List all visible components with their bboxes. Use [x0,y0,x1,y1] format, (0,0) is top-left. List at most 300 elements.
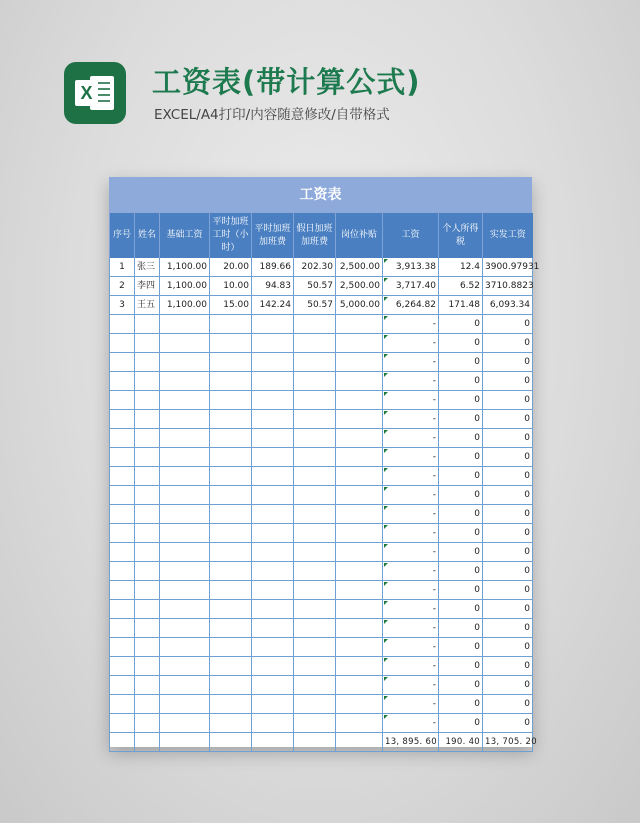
cell-base-salary[interactable] [160,581,210,600]
cell-net-salary[interactable]: 0 [483,429,533,448]
cell-base-salary[interactable] [160,714,210,733]
cell-post-allowance[interactable]: 2,500.00 [336,277,383,296]
column-header-post-allowance: 岗位补贴 [336,213,383,258]
cell-net-salary[interactable]: 0 [483,372,533,391]
cell-overtime-pay[interactable]: 94.83 [252,277,294,296]
cell-net-salary[interactable]: 0 [483,448,533,467]
cell-index[interactable] [110,695,135,714]
cell-overtime-pay[interactable] [252,486,294,505]
column-header-overtime-pay: 平时加班加班费 [252,213,294,258]
cell-holiday-overtime-pay[interactable] [294,676,336,695]
cell-income-tax[interactable]: 0 [439,581,483,600]
cell-net-salary[interactable]: 0 [483,505,533,524]
cell-salary[interactable]: - [383,334,439,353]
cell-index[interactable] [110,562,135,581]
cell-salary[interactable]: - [383,410,439,429]
cell-salary[interactable]: 3,717.40 [383,277,439,296]
cell-index[interactable] [110,581,135,600]
cell-index[interactable] [110,429,135,448]
cell-base-salary[interactable] [160,676,210,695]
cell-base-salary[interactable] [160,334,210,353]
column-header-overtime-hours: 平时加班工时（小时） [210,213,252,258]
table-row [110,429,533,448]
cell-holiday-overtime-pay[interactable] [294,543,336,562]
cell-overtime-hours[interactable] [210,353,252,372]
sheet-title: 工资表 [109,177,532,213]
cell-post-allowance[interactable] [336,467,383,486]
cell-overtime-pay[interactable] [252,410,294,429]
cell-net-salary[interactable]: 0 [483,600,533,619]
cell-net-salary[interactable]: 0 [483,695,533,714]
cell-salary[interactable]: - [383,524,439,543]
cell-holiday-overtime-pay[interactable] [294,334,336,353]
cell-index[interactable] [110,619,135,638]
cell-name[interactable] [135,638,160,657]
cell-income-tax[interactable]: 0 [439,448,483,467]
total-cell-base-salary[interactable] [160,733,210,752]
cell-name[interactable] [135,505,160,524]
cell-holiday-overtime-pay[interactable] [294,581,336,600]
cell-base-salary[interactable] [160,695,210,714]
table-row [110,410,533,429]
cell-salary[interactable]: - [383,695,439,714]
cell-overtime-hours[interactable] [210,410,252,429]
cell-post-allowance[interactable] [336,429,383,448]
cell-income-tax[interactable]: 12.4 [439,258,483,277]
cell-name[interactable] [135,448,160,467]
cell-salary[interactable]: - [383,619,439,638]
cell-income-tax[interactable]: 0 [439,714,483,733]
table-row [110,315,533,334]
cell-index[interactable] [110,334,135,353]
cell-overtime-hours[interactable] [210,543,252,562]
cell-name[interactable] [135,657,160,676]
cell-income-tax[interactable]: 6.52 [439,277,483,296]
cell-income-tax[interactable]: 0 [439,505,483,524]
table-row [110,353,533,372]
cell-base-salary[interactable] [160,562,210,581]
cell-name[interactable] [135,486,160,505]
cell-base-salary[interactable] [160,315,210,334]
cell-post-allowance[interactable] [336,315,383,334]
cell-overtime-pay[interactable]: 142.24 [252,296,294,315]
cell-salary[interactable]: - [383,505,439,524]
cell-income-tax[interactable]: 0 [439,600,483,619]
cell-name[interactable] [135,410,160,429]
cell-net-salary[interactable]: 0 [483,562,533,581]
table-row [110,619,533,638]
cell-income-tax[interactable]: 0 [439,524,483,543]
cell-income-tax[interactable]: 0 [439,619,483,638]
cell-post-allowance[interactable]: 2,500.00 [336,258,383,277]
table-row [110,258,533,277]
cell-net-salary[interactable]: 0 [483,315,533,334]
cell-index[interactable] [110,714,135,733]
cell-overtime-pay[interactable] [252,353,294,372]
cell-salary[interactable]: - [383,372,439,391]
table-row [110,543,533,562]
cell-post-allowance[interactable] [336,638,383,657]
cell-index[interactable]: 2 [110,277,135,296]
cell-holiday-overtime-pay[interactable]: 50.57 [294,277,336,296]
cell-overtime-pay[interactable] [252,638,294,657]
cell-overtime-pay[interactable] [252,657,294,676]
cell-overtime-hours[interactable]: 20.00 [210,258,252,277]
cell-post-allowance[interactable] [336,543,383,562]
table-row [110,505,533,524]
cell-salary[interactable]: - [383,657,439,676]
cell-name[interactable] [135,467,160,486]
cell-net-salary[interactable]: 0 [483,334,533,353]
cell-index[interactable] [110,676,135,695]
table-row [110,391,533,410]
cell-income-tax[interactable]: 0 [439,657,483,676]
cell-overtime-hours[interactable] [210,391,252,410]
cell-overtime-pay[interactable] [252,543,294,562]
column-header-holiday-overtime-pay: 假日加班加班费 [294,213,336,258]
column-header-net-salary: 实发工资 [483,213,533,258]
cell-base-salary[interactable] [160,448,210,467]
total-cell-salary[interactable]: 13, 895. 60 [383,733,439,752]
cell-index[interactable] [110,505,135,524]
cell-income-tax[interactable]: 0 [439,486,483,505]
cell-holiday-overtime-pay[interactable] [294,486,336,505]
cell-post-allowance[interactable] [336,695,383,714]
cell-index[interactable]: 3 [110,296,135,315]
table-row [110,562,533,581]
cell-salary[interactable]: - [383,562,439,581]
cell-post-allowance[interactable] [336,524,383,543]
cell-post-allowance[interactable] [336,657,383,676]
cell-holiday-overtime-pay[interactable]: 202.30 [294,258,336,277]
cell-overtime-hours[interactable] [210,467,252,486]
cell-net-salary[interactable]: 0 [483,581,533,600]
cell-name[interactable]: 王五 [135,296,160,315]
cell-overtime-hours[interactable] [210,600,252,619]
cell-net-salary[interactable]: 0 [483,714,533,733]
cell-name[interactable] [135,619,160,638]
cell-income-tax[interactable]: 0 [439,429,483,448]
cell-base-salary[interactable] [160,391,210,410]
table-row [110,334,533,353]
page-subtitle: EXCEL/A4打印/内容随意修改/自带格式 [154,107,390,123]
cell-overtime-hours[interactable] [210,695,252,714]
table-row [110,486,533,505]
cell-overtime-hours[interactable]: 15.00 [210,296,252,315]
column-header-salary: 工资 [383,213,439,258]
cell-overtime-pay[interactable] [252,372,294,391]
cell-income-tax[interactable]: 0 [439,315,483,334]
cell-overtime-pay[interactable] [252,448,294,467]
cell-base-salary[interactable] [160,524,210,543]
cell-base-salary[interactable] [160,486,210,505]
cell-income-tax[interactable]: 0 [439,638,483,657]
column-header-index: 序号 [110,213,135,258]
cell-post-allowance[interactable] [336,372,383,391]
cell-holiday-overtime-pay[interactable]: 50.57 [294,296,336,315]
cell-post-allowance[interactable] [336,714,383,733]
total-cell-holiday-overtime-pay[interactable] [294,733,336,752]
cell-salary[interactable]: - [383,486,439,505]
cell-income-tax[interactable]: 0 [439,543,483,562]
cell-index[interactable] [110,391,135,410]
cell-base-salary[interactable] [160,600,210,619]
page-title: 工资表(带计算公式) [152,65,421,99]
cell-salary[interactable]: 6,264.82 [383,296,439,315]
cell-holiday-overtime-pay[interactable] [294,600,336,619]
cell-overtime-hours[interactable] [210,581,252,600]
cell-net-salary[interactable]: 0 [483,486,533,505]
cell-holiday-overtime-pay[interactable] [294,372,336,391]
cell-overtime-pay[interactable] [252,562,294,581]
table-row [110,581,533,600]
salary-table [109,213,540,752]
column-header-income-tax: 个人所得税 [439,213,483,258]
cell-holiday-overtime-pay[interactable] [294,391,336,410]
table-row [110,524,533,543]
cell-index[interactable] [110,486,135,505]
cell-post-allowance[interactable] [336,391,383,410]
cell-name[interactable] [135,524,160,543]
cell-overtime-hours[interactable] [210,486,252,505]
column-header-name: 姓名 [135,213,160,258]
cell-post-allowance[interactable] [336,562,383,581]
cell-holiday-overtime-pay[interactable] [294,410,336,429]
cell-base-salary[interactable] [160,543,210,562]
total-cell-overtime-pay[interactable] [252,733,294,752]
cell-salary[interactable]: - [383,543,439,562]
cell-net-salary[interactable]: 0 [483,543,533,562]
cell-holiday-overtime-pay[interactable] [294,562,336,581]
cell-post-allowance[interactable] [336,600,383,619]
cell-salary[interactable]: - [383,714,439,733]
cell-overtime-pay[interactable] [252,714,294,733]
cell-overtime-pay[interactable] [252,505,294,524]
table-row [110,657,533,676]
cell-salary[interactable]: - [383,600,439,619]
cell-overtime-hours[interactable] [210,714,252,733]
cell-overtime-pay[interactable] [252,581,294,600]
cell-index[interactable] [110,353,135,372]
cell-index[interactable] [110,315,135,334]
cell-income-tax[interactable]: 0 [439,410,483,429]
cell-holiday-overtime-pay[interactable] [294,695,336,714]
totals-row [110,733,533,752]
table-row [110,372,533,391]
cell-salary[interactable]: - [383,353,439,372]
cell-overtime-hours[interactable] [210,676,252,695]
cell-post-allowance[interactable] [336,448,383,467]
cell-name[interactable]: 李四 [135,277,160,296]
cell-holiday-overtime-pay[interactable] [294,353,336,372]
cell-index[interactable] [110,600,135,619]
cell-base-salary[interactable] [160,638,210,657]
total-cell-income-tax[interactable]: 190. 40 [439,733,483,752]
cell-name[interactable] [135,562,160,581]
cell-overtime-pay[interactable] [252,467,294,486]
cell-post-allowance[interactable]: 5,000.00 [336,296,383,315]
cell-salary[interactable]: - [383,467,439,486]
excel-logo-icon [64,62,126,124]
cell-name[interactable] [135,429,160,448]
cell-post-allowance[interactable] [336,353,383,372]
cell-name[interactable] [135,714,160,733]
cell-holiday-overtime-pay[interactable] [294,714,336,733]
cell-overtime-pay[interactable] [252,315,294,334]
cell-salary[interactable]: - [383,581,439,600]
spreadsheet-preview [109,177,540,747]
cell-income-tax[interactable]: 0 [439,562,483,581]
cell-net-salary[interactable]: 0 [483,524,533,543]
table-row [110,277,533,296]
cell-base-salary[interactable] [160,353,210,372]
cell-net-salary[interactable]: 6,093.34 [483,296,533,315]
table-row [110,600,533,619]
cell-index[interactable] [110,638,135,657]
cell-overtime-pay[interactable] [252,619,294,638]
cell-base-salary[interactable] [160,619,210,638]
cell-name[interactable] [135,695,160,714]
cell-net-salary[interactable]: 0 [483,467,533,486]
cell-base-salary[interactable] [160,372,210,391]
cell-base-salary[interactable]: 1,100.00 [160,296,210,315]
cell-salary[interactable]: - [383,429,439,448]
cell-name[interactable] [135,315,160,334]
cell-overtime-hours[interactable] [210,524,252,543]
cell-income-tax[interactable]: 0 [439,676,483,695]
cell-holiday-overtime-pay[interactable] [294,467,336,486]
cell-income-tax[interactable]: 0 [439,391,483,410]
cell-post-allowance[interactable] [336,410,383,429]
cell-name[interactable] [135,391,160,410]
cell-overtime-pay[interactable] [252,334,294,353]
table-row [110,714,533,733]
cell-base-salary[interactable] [160,429,210,448]
cell-holiday-overtime-pay[interactable] [294,638,336,657]
cell-overtime-hours[interactable] [210,657,252,676]
cell-overtime-hours[interactable] [210,619,252,638]
cell-overtime-hours[interactable] [210,562,252,581]
cell-holiday-overtime-pay[interactable] [294,315,336,334]
cell-index[interactable] [110,448,135,467]
cell-post-allowance[interactable] [336,581,383,600]
cell-net-salary[interactable]: 0 [483,619,533,638]
table-header-row [110,213,533,258]
cell-salary[interactable]: - [383,638,439,657]
cell-holiday-overtime-pay[interactable] [294,429,336,448]
cell-index[interactable] [110,410,135,429]
cell-index[interactable] [110,657,135,676]
logo-letter: X [80,83,93,103]
cell-salary[interactable]: - [383,448,439,467]
cell-base-salary[interactable] [160,657,210,676]
cell-overtime-hours[interactable] [210,638,252,657]
cell-overtime-pay[interactable] [252,429,294,448]
total-cell-overtime-hours[interactable] [210,733,252,752]
cell-index[interactable]: 1 [110,258,135,277]
cell-salary[interactable]: 3,913.38 [383,258,439,277]
cell-overtime-hours[interactable] [210,334,252,353]
cell-overtime-hours[interactable] [210,448,252,467]
cell-income-tax[interactable]: 0 [439,467,483,486]
cell-net-salary[interactable]: 0 [483,657,533,676]
table-row [110,448,533,467]
cell-name[interactable] [135,543,160,562]
cell-net-salary[interactable]: 3710.8823 [483,277,533,296]
cell-overtime-hours[interactable] [210,505,252,524]
cell-post-allowance[interactable] [336,486,383,505]
cell-overtime-pay[interactable] [252,524,294,543]
cell-net-salary[interactable]: 0 [483,676,533,695]
cell-base-salary[interactable]: 1,100.00 [160,277,210,296]
table-row [110,467,533,486]
cell-base-salary[interactable]: 1,100.00 [160,258,210,277]
total-cell-net-salary[interactable]: 13, 705. 20 [483,733,533,752]
cell-holiday-overtime-pay[interactable] [294,657,336,676]
cell-name[interactable] [135,353,160,372]
cell-index[interactable] [110,543,135,562]
total-cell-post-allowance[interactable] [336,733,383,752]
cell-salary[interactable]: - [383,676,439,695]
cell-name[interactable] [135,676,160,695]
cell-overtime-pay[interactable] [252,391,294,410]
cell-name[interactable] [135,581,160,600]
cell-index[interactable] [110,524,135,543]
cell-income-tax[interactable]: 0 [439,334,483,353]
cell-name[interactable] [135,372,160,391]
cell-overtime-pay[interactable] [252,695,294,714]
cell-base-salary[interactable] [160,410,210,429]
cell-holiday-overtime-pay[interactable] [294,448,336,467]
cell-name[interactable] [135,334,160,353]
cell-overtime-hours[interactable] [210,372,252,391]
cell-overtime-hours[interactable] [210,429,252,448]
total-cell-index[interactable] [110,733,135,752]
cell-index[interactable] [110,467,135,486]
cell-salary[interactable]: - [383,391,439,410]
cell-overtime-pay[interactable] [252,600,294,619]
cell-holiday-overtime-pay[interactable] [294,524,336,543]
cell-salary[interactable]: - [383,315,439,334]
cell-name[interactable] [135,600,160,619]
cell-income-tax[interactable]: 171.48 [439,296,483,315]
cell-overtime-hours[interactable]: 10.00 [210,277,252,296]
cell-overtime-pay[interactable]: 189.66 [252,258,294,277]
cell-net-salary[interactable]: 0 [483,410,533,429]
cell-net-salary[interactable]: 0 [483,391,533,410]
cell-index[interactable] [110,372,135,391]
cell-post-allowance[interactable] [336,676,383,695]
cell-income-tax[interactable]: 0 [439,372,483,391]
cell-income-tax[interactable]: 0 [439,695,483,714]
table-row [110,676,533,695]
cell-post-allowance[interactable] [336,619,383,638]
cell-base-salary[interactable] [160,467,210,486]
cell-holiday-overtime-pay[interactable] [294,619,336,638]
total-cell-name[interactable] [135,733,160,752]
cell-holiday-overtime-pay[interactable] [294,505,336,524]
cell-post-allowance[interactable] [336,505,383,524]
cell-overtime-pay[interactable] [252,676,294,695]
cell-net-salary[interactable]: 0 [483,353,533,372]
cell-name[interactable]: 张三 [135,258,160,277]
cell-net-salary[interactable]: 0 [483,638,533,657]
cell-base-salary[interactable] [160,505,210,524]
cell-net-salary[interactable]: 3900.97931 [483,258,533,277]
cell-overtime-hours[interactable] [210,315,252,334]
cell-income-tax[interactable]: 0 [439,353,483,372]
cell-post-allowance[interactable] [336,334,383,353]
